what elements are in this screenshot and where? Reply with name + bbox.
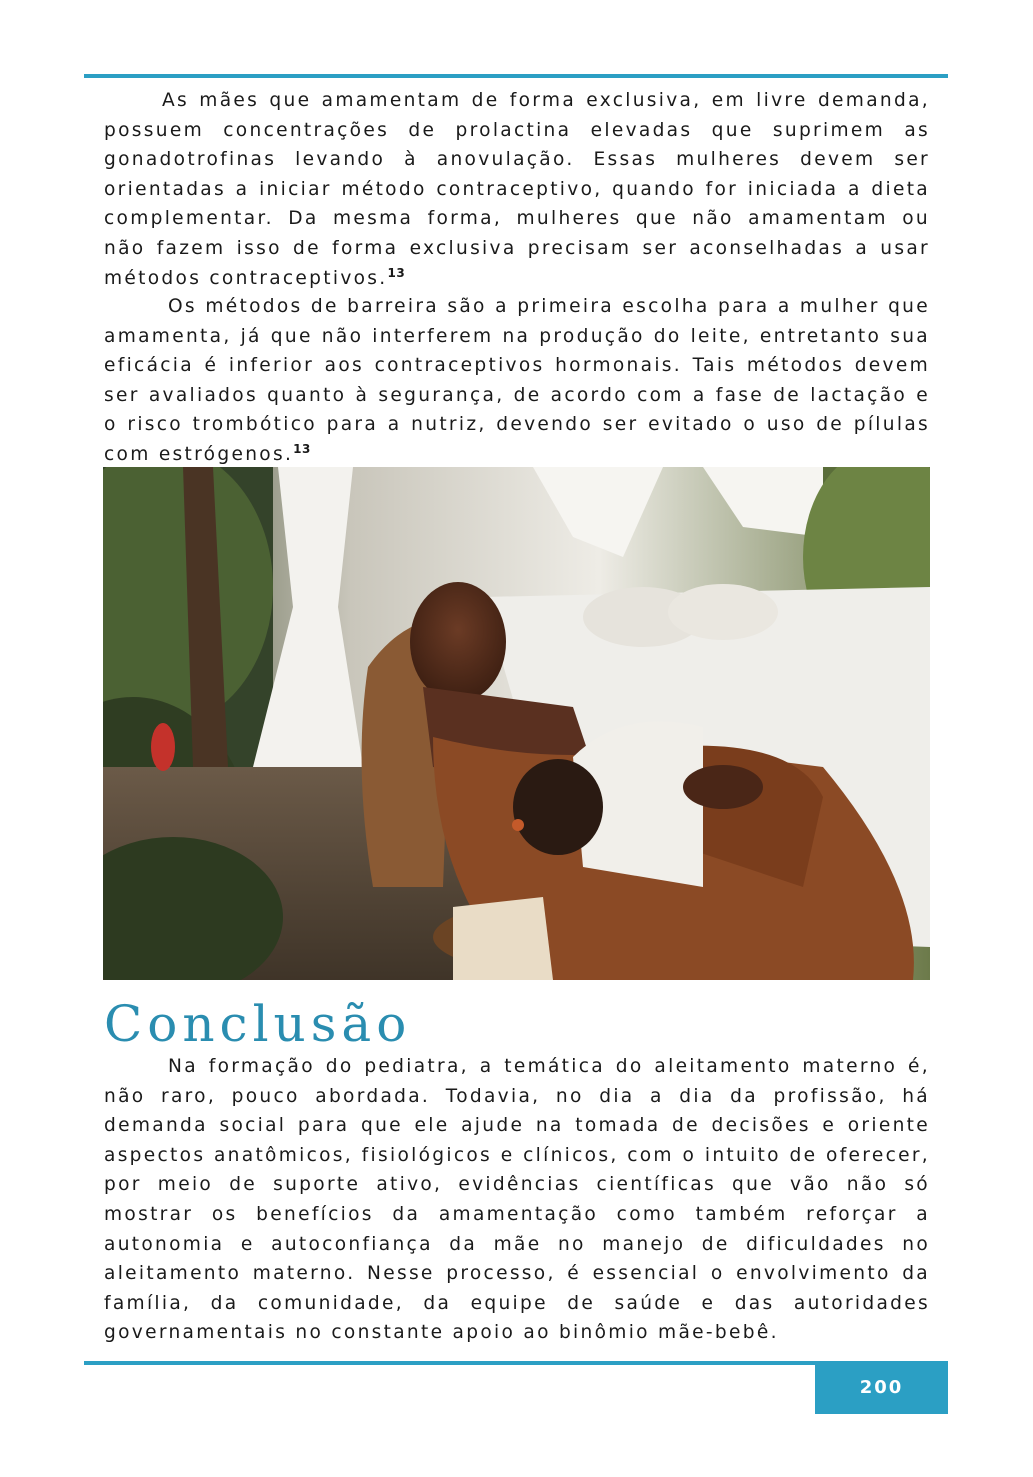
breastfeeding-photo [103,467,930,980]
paragraph-barrier-methods [104,292,930,470]
section-heading-conclusion: Conclusão [104,995,412,1053]
reference-superscript: 13 [387,265,406,280]
paragraph-conclusion: Na formação do pediatra, a temática do aleitamento materno é, não raro, pouco abordada. Todavia, no dia a dia da profissão, há demanda social para que ele ajude na tomada de decisões e oriente aspectos anatômicos, fisiológicos e clínicos, com o intuito de oferecer, por meio de suporte ativo, evidências científicas que vão não só mostrar os benefícios da amamentação como também reforçar a autonomia e autoconfiança da mãe no manejo de dificuldades no aleitamento materno. Nesse processo, é essencial o envolvimento da família, da comunidade, da equipe de saúde e das autoridades governamentais no constante apoio ao binômio mãe-bebê. [104,1056,930,1344]
reference-superscript: 13 [293,441,311,456]
top-rule [84,74,948,78]
paragraph-text: Os métodos de barreira são a primeira escolha para a mulher que amamenta, já que não interferem na produção do leite, entretanto sua eficácia é inferior aos contraceptivos hormonais. Tais métodos devem ser avaliados quanto à segurança, de acordo com a fase de lactação e o risco trombótico para a nutriz, devendo ser evitado o uso de pílulas com estrógenos. [104,296,930,465]
page-number: 200 [859,1377,904,1398]
photo-illustration [103,467,930,980]
page-number-badge [815,1361,948,1414]
paragraph-text: As mães que amamentam de forma exclusiva, em livre demanda, possuem concentrações de prolactina elevadas que suprimem as gonadotrofinas levando à anovulação. Essas mulheres devem ser orientadas a iniciar método contraceptivo, quando for iniciada a dieta complementar. Da mesma forma, mulheres que não amamentam ou não fazem isso de forma exclusiva precisam ser aconselhadas a usar métodos contraceptivos. [104,90,930,289]
paragraph-lactation-amenorrhea [104,86,930,293]
